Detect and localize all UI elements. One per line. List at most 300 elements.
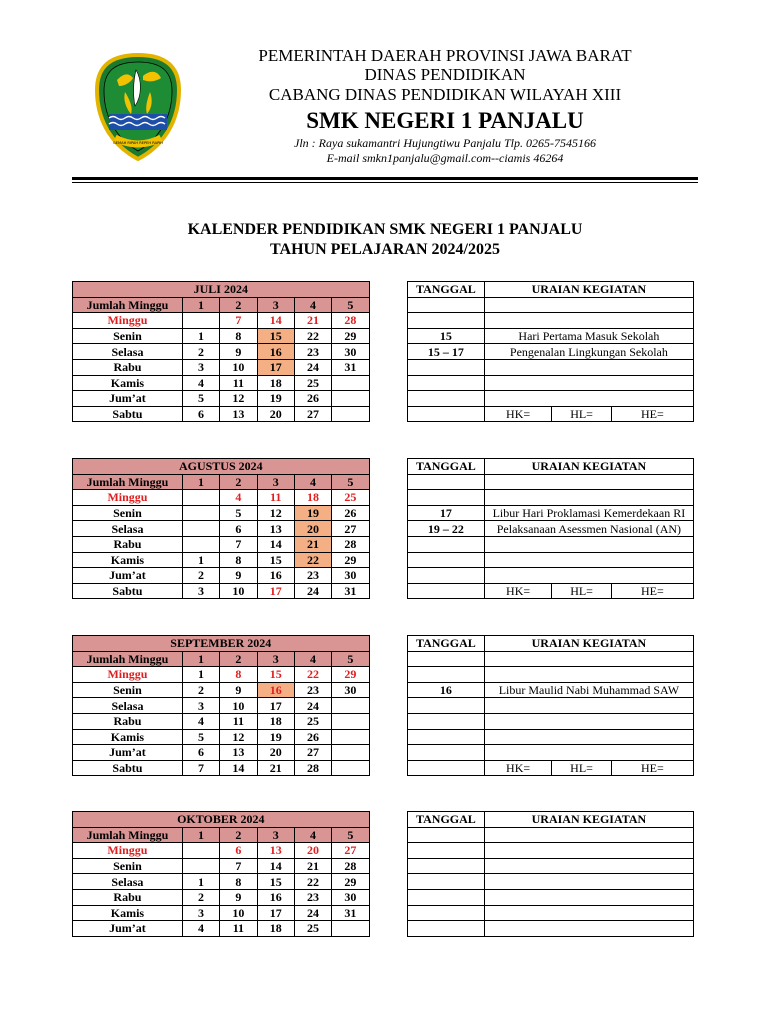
date-cell: 8 [220, 328, 257, 344]
date-cell: 20 [294, 843, 331, 859]
week-number: 1 [182, 827, 219, 843]
day-row [73, 359, 694, 375]
day-row [73, 375, 694, 391]
day-row [73, 505, 694, 521]
event-date [407, 313, 484, 329]
day-name: Rabu [73, 713, 183, 729]
event-description [484, 667, 693, 683]
week-count: 3 [182, 905, 219, 921]
jumlah-minggu-label: Jumlah Minggu [73, 827, 183, 843]
date-cell: 9 [220, 682, 257, 698]
date-cell: 19 [257, 391, 294, 407]
column-gap [369, 521, 407, 537]
day-name: Rabu [73, 536, 183, 552]
date-cell: 14 [257, 313, 294, 329]
date-cell: 19 [257, 729, 294, 745]
day-name: Selasa [73, 698, 183, 714]
date-cell: 31 [332, 583, 369, 599]
date-cell: 21 [257, 760, 294, 776]
hk-label: HK= [506, 761, 531, 776]
date-cell: 13 [257, 843, 294, 859]
day-row [73, 552, 694, 568]
date-cell: 15 [257, 328, 294, 344]
event-description [484, 858, 693, 874]
document-subtitle: TAHUN PELAJARAN 2024/2025 [270, 241, 500, 258]
month-calendar-table [72, 281, 694, 422]
event-description [484, 536, 693, 552]
month-calendar-table [72, 635, 694, 776]
date-cell: 9 [220, 889, 257, 905]
header-email: E-mail smkn1panjalu@gmail.com--ciamis 46264 [326, 151, 564, 165]
date-cell: 13 [220, 406, 257, 422]
date-cell: 18 [257, 921, 294, 937]
date-cell: 20 [257, 745, 294, 761]
column-gap [369, 406, 407, 422]
day-name: Kamis [73, 905, 183, 921]
day-name: Kamis [73, 729, 183, 745]
event-description [484, 698, 693, 714]
event-description [484, 745, 693, 761]
day-row [73, 406, 694, 422]
date-cell: 14 [257, 536, 294, 552]
date-cell: 12 [257, 505, 294, 521]
event-date [407, 391, 484, 407]
tanggal-header: TANGGAL [407, 636, 484, 652]
column-gap [369, 359, 407, 375]
date-cell: 22 [294, 328, 331, 344]
date-cell: 23 [294, 344, 331, 360]
week-number: 2 [220, 474, 257, 490]
day-name: Minggu [73, 843, 183, 859]
week-count [182, 858, 219, 874]
day-row [73, 921, 694, 937]
event-date: 15 [407, 328, 484, 344]
column-gap [369, 344, 407, 360]
column-gap [369, 667, 407, 683]
event-description [484, 651, 693, 667]
uraian-header: URAIAN KEGIATAN [484, 812, 693, 828]
week-count [182, 505, 219, 521]
date-cell: 10 [220, 698, 257, 714]
event-date [407, 359, 484, 375]
event-description [484, 921, 693, 937]
week-number: 3 [257, 474, 294, 490]
date-cell: 21 [294, 536, 331, 552]
date-cell [332, 921, 369, 937]
event-description [484, 359, 693, 375]
date-cell: 19 [294, 505, 331, 521]
day-name: Minggu [73, 667, 183, 683]
day-row [73, 729, 694, 745]
day-row [73, 682, 694, 698]
day-name: Senin [73, 682, 183, 698]
column-gap [369, 745, 407, 761]
column-gap [369, 858, 407, 874]
tanggal-header: TANGGAL [408, 812, 485, 828]
week-count: 3 [182, 698, 219, 714]
column-gap [369, 313, 407, 329]
hl-label: HL= [552, 407, 611, 421]
date-cell: 17 [257, 905, 294, 921]
column-gap [369, 905, 407, 921]
event-description: Hari Pertama Masuk Sekolah [484, 328, 693, 344]
day-name: Jum’at [73, 921, 183, 937]
column-gap [369, 812, 407, 828]
week-count: 6 [182, 745, 219, 761]
date-cell: 26 [294, 391, 331, 407]
column-gap [369, 282, 407, 298]
column-gap [369, 375, 407, 391]
column-gap [369, 729, 407, 745]
date-cell [332, 406, 369, 422]
date-cell: 20 [257, 406, 294, 422]
date-cell: 24 [294, 905, 331, 921]
date-cell: 30 [332, 889, 369, 905]
day-name: Rabu [73, 359, 183, 375]
week-count: 1 [182, 552, 219, 568]
event-date [408, 889, 485, 905]
event-date [407, 406, 484, 422]
day-name: Jum’at [73, 745, 183, 761]
event-date [408, 874, 485, 890]
he-label: HE= [611, 407, 693, 421]
date-cell: 18 [294, 490, 331, 506]
week-count: 2 [182, 344, 219, 360]
date-cell: 26 [294, 729, 331, 745]
tanggal-header: TANGGAL [407, 282, 484, 298]
event-description [484, 827, 693, 843]
date-cell: 28 [332, 536, 369, 552]
day-name: Rabu [73, 889, 183, 905]
week-count: 2 [182, 568, 219, 584]
week-number: 1 [182, 474, 219, 490]
date-cell: 8 [220, 667, 257, 683]
date-cell: 31 [332, 905, 369, 921]
event-date [408, 827, 485, 843]
event-date [407, 490, 484, 506]
column-gap [369, 760, 407, 776]
week-count: 1 [182, 667, 219, 683]
hk-summary [484, 760, 693, 776]
hk-summary [484, 583, 693, 599]
week-number: 5 [332, 474, 369, 490]
date-cell: 21 [294, 313, 331, 329]
date-cell: 30 [332, 568, 369, 584]
date-cell: 11 [257, 490, 294, 506]
date-cell: 7 [220, 313, 257, 329]
week-number: 5 [332, 827, 369, 843]
date-cell: 18 [257, 375, 294, 391]
day-row [73, 328, 694, 344]
event-description [484, 375, 693, 391]
date-cell: 24 [294, 583, 331, 599]
day-name: Selasa [73, 521, 183, 537]
day-name: Senin [73, 858, 183, 874]
event-description: Pelaksanaan Asessmen Nasional (AN) [484, 521, 693, 537]
event-description: Libur Maulid Nabi Muhammad SAW [484, 682, 693, 698]
date-cell: 24 [294, 698, 331, 714]
date-cell: 16 [257, 344, 294, 360]
date-cell [332, 729, 369, 745]
event-date [407, 713, 484, 729]
event-date [407, 297, 484, 313]
event-date [407, 698, 484, 714]
column-gap [369, 328, 407, 344]
event-date: 16 [407, 682, 484, 698]
date-cell: 30 [332, 682, 369, 698]
week-count: 1 [182, 328, 219, 344]
column-gap [369, 698, 407, 714]
column-gap [369, 682, 407, 698]
week-count [182, 490, 219, 506]
hk-label: HK= [506, 407, 531, 422]
event-description [484, 490, 693, 506]
date-cell: 25 [294, 921, 331, 937]
day-name: Sabtu [73, 406, 183, 422]
day-name: Sabtu [73, 583, 183, 599]
event-description: Pengenalan Lingkungan Sekolah [484, 344, 693, 360]
week-count: 5 [182, 729, 219, 745]
date-cell: 25 [332, 490, 369, 506]
event-description [484, 874, 693, 890]
date-cell: 15 [257, 667, 294, 683]
column-gap [369, 713, 407, 729]
day-row [73, 490, 694, 506]
header-address: Jln : Raya sukamantri Hujungtiwu Panjalu Tlp. 0265-7545166 [294, 136, 596, 150]
date-cell: 29 [332, 667, 369, 683]
month-name: AGUSTUS 2024 [73, 459, 370, 475]
week-count: 6 [182, 406, 219, 422]
week-number: 1 [182, 297, 219, 313]
date-cell [332, 698, 369, 714]
day-row [73, 313, 694, 329]
date-cell: 20 [294, 521, 331, 537]
date-cell: 14 [220, 760, 257, 776]
column-gap [369, 843, 407, 859]
he-label: HE= [611, 761, 693, 775]
date-cell: 5 [220, 505, 257, 521]
date-cell [332, 760, 369, 776]
column-gap [369, 505, 407, 521]
date-cell: 28 [332, 858, 369, 874]
tanggal-header: TANGGAL [407, 459, 484, 475]
date-cell: 17 [257, 359, 294, 375]
date-cell: 25 [294, 375, 331, 391]
day-row [73, 858, 694, 874]
event-description [484, 474, 693, 490]
event-description [484, 729, 693, 745]
west-java-emblem-logo [95, 52, 181, 162]
event-description [484, 391, 693, 407]
day-name: Jum’at [73, 391, 183, 407]
date-cell: 9 [220, 344, 257, 360]
week-count: 4 [182, 375, 219, 391]
week-number: 4 [294, 474, 331, 490]
week-number: 2 [220, 651, 257, 667]
date-cell: 28 [332, 313, 369, 329]
date-cell: 26 [332, 505, 369, 521]
event-date [407, 552, 484, 568]
date-cell: 12 [220, 391, 257, 407]
date-cell: 16 [257, 568, 294, 584]
date-cell: 4 [220, 490, 257, 506]
event-date [407, 583, 484, 599]
header-department: DINAS PENDIDIKAN [364, 65, 526, 84]
week-count: 2 [182, 682, 219, 698]
date-cell [332, 713, 369, 729]
day-name: Senin [73, 505, 183, 521]
column-gap [369, 874, 407, 890]
date-cell: 8 [220, 874, 257, 890]
column-gap [369, 552, 407, 568]
column-gap [369, 391, 407, 407]
event-date [408, 858, 485, 874]
event-date [407, 568, 484, 584]
day-row [73, 889, 694, 905]
event-description [484, 568, 693, 584]
column-gap [369, 827, 407, 843]
date-cell: 11 [220, 713, 257, 729]
date-cell: 21 [294, 858, 331, 874]
date-cell [332, 745, 369, 761]
month-name: OKTOBER 2024 [73, 812, 370, 828]
week-count: 3 [182, 359, 219, 375]
day-name: Sabtu [73, 760, 183, 776]
event-date [408, 905, 485, 921]
header-branch: CABANG DINAS PENDIDIKAN WILAYAH XIII [268, 85, 622, 104]
date-cell: 9 [220, 568, 257, 584]
date-cell: 24 [294, 359, 331, 375]
hl-label: HL= [552, 584, 611, 598]
week-count [182, 536, 219, 552]
date-cell: 10 [220, 583, 257, 599]
date-cell: 22 [294, 667, 331, 683]
week-count: 5 [182, 391, 219, 407]
he-label: HE= [611, 584, 693, 598]
date-cell: 7 [220, 858, 257, 874]
jumlah-minggu-label: Jumlah Minggu [73, 297, 183, 313]
column-gap [369, 568, 407, 584]
column-gap [369, 536, 407, 552]
column-gap [369, 636, 407, 652]
event-date [408, 921, 485, 937]
event-date [407, 651, 484, 667]
week-count: 7 [182, 760, 219, 776]
week-count: 4 [182, 713, 219, 729]
event-description [484, 297, 693, 313]
date-cell: 14 [257, 858, 294, 874]
date-cell: 22 [294, 874, 331, 890]
column-gap [369, 889, 407, 905]
date-cell: 29 [332, 552, 369, 568]
event-date: 15 – 17 [407, 344, 484, 360]
column-gap [369, 490, 407, 506]
day-name: Minggu [73, 490, 183, 506]
header-rule-thin [72, 182, 698, 183]
date-cell: 13 [257, 521, 294, 537]
day-row [73, 760, 694, 776]
day-row [73, 745, 694, 761]
date-cell: 17 [257, 698, 294, 714]
date-cell: 31 [332, 359, 369, 375]
day-row [73, 521, 694, 537]
date-cell: 29 [332, 328, 369, 344]
week-count [182, 313, 219, 329]
date-cell: 30 [332, 344, 369, 360]
jumlah-minggu-label: Jumlah Minggu [73, 474, 183, 490]
date-cell: 25 [294, 713, 331, 729]
day-row [73, 905, 694, 921]
day-row [73, 667, 694, 683]
day-name: Kamis [73, 552, 183, 568]
week-number: 2 [220, 827, 257, 843]
week-number: 4 [294, 827, 331, 843]
day-row [73, 583, 694, 599]
month-calendar-table [72, 811, 694, 937]
date-cell: 23 [294, 568, 331, 584]
svg-text:GEMAH RIPAH REPEH RAPIH: GEMAH RIPAH REPEH RAPIH [112, 141, 164, 145]
day-row [73, 536, 694, 552]
week-number: 1 [182, 651, 219, 667]
date-cell: 8 [220, 552, 257, 568]
event-description [484, 889, 693, 905]
date-cell: 11 [220, 921, 257, 937]
date-cell: 18 [257, 713, 294, 729]
date-cell: 16 [257, 889, 294, 905]
date-cell: 17 [257, 583, 294, 599]
date-cell [332, 391, 369, 407]
week-number: 3 [257, 651, 294, 667]
date-cell: 27 [332, 843, 369, 859]
event-date [407, 729, 484, 745]
event-date [407, 760, 484, 776]
date-cell: 7 [220, 536, 257, 552]
event-date [407, 375, 484, 391]
header-government: PEMERINTAH DAERAH PROVINSI JAWA BARAT [258, 46, 632, 65]
day-name: Selasa [73, 874, 183, 890]
day-name: Minggu [73, 313, 183, 329]
jumlah-minggu-label: Jumlah Minggu [73, 651, 183, 667]
week-number: 5 [332, 297, 369, 313]
event-description [484, 313, 693, 329]
event-date [407, 667, 484, 683]
date-cell: 16 [257, 682, 294, 698]
month-name: JULI 2024 [73, 282, 370, 298]
event-date [407, 745, 484, 761]
date-cell: 27 [294, 406, 331, 422]
week-count: 4 [182, 921, 219, 937]
date-cell: 23 [294, 682, 331, 698]
day-name: Selasa [73, 344, 183, 360]
week-count: 2 [182, 889, 219, 905]
date-cell: 23 [294, 889, 331, 905]
column-gap [369, 474, 407, 490]
date-cell: 28 [294, 760, 331, 776]
hk-label: HK= [506, 584, 531, 599]
week-number: 5 [332, 651, 369, 667]
month-name: SEPTEMBER 2024 [73, 636, 370, 652]
header-rule-thick [72, 177, 698, 180]
event-date [407, 474, 484, 490]
day-name: Jum’at [73, 568, 183, 584]
event-date: 19 – 22 [407, 521, 484, 537]
event-description [484, 843, 693, 859]
uraian-header: URAIAN KEGIATAN [484, 282, 693, 298]
event-date [407, 536, 484, 552]
day-name: Senin [73, 328, 183, 344]
event-description [484, 905, 693, 921]
date-cell: 27 [294, 745, 331, 761]
